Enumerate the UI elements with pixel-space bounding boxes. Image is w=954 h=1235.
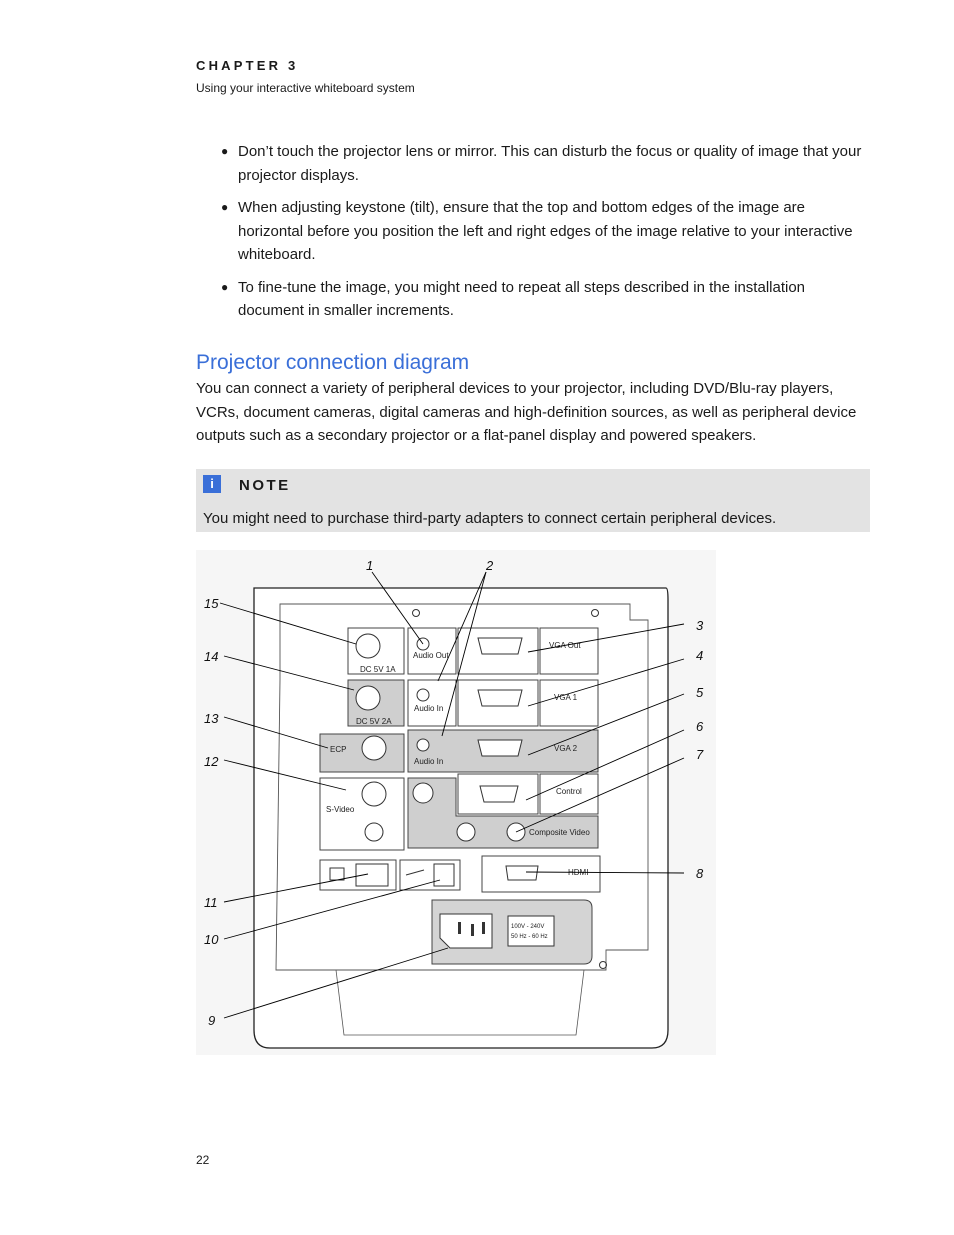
callout-6: 6 — [696, 719, 704, 734]
projector-connection-diagram — [196, 550, 716, 1055]
callout-13: 13 — [204, 711, 219, 726]
bullet-item — [218, 140, 868, 187]
mini-din-icon — [356, 634, 380, 658]
mini-din-icon — [362, 782, 386, 806]
d-sub-connector-icon — [478, 740, 522, 756]
d-sub-connector-icon — [480, 786, 518, 802]
callout-11: 11 — [204, 895, 218, 910]
audio-jack-icon — [417, 689, 429, 701]
note-title: NOTE — [239, 477, 291, 494]
audio-in-port-1 — [408, 680, 456, 726]
power-voltage-label: 100V - 240V — [511, 924, 545, 930]
s-video-label: S-Video — [326, 805, 355, 814]
callout-9: 9 — [208, 1013, 216, 1028]
callout-14: 14 — [204, 649, 219, 664]
info-icon: i — [203, 475, 221, 493]
d-sub-connector-icon — [478, 690, 522, 706]
bullet-item — [218, 196, 868, 267]
audio-in-label-2: Audio In — [414, 757, 444, 766]
s-video-port — [320, 778, 404, 850]
hdmi-label: HDMI — [568, 868, 589, 877]
page-number: 22 — [196, 1153, 210, 1167]
rca-jack-icon — [457, 823, 475, 841]
ecp-label: ECP — [330, 745, 347, 754]
section-heading: Projector connection diagram — [196, 351, 470, 374]
power-rating-box — [508, 916, 554, 946]
callout-15: 15 — [204, 596, 219, 611]
callout-2: 2 — [486, 558, 494, 573]
bullet-icon: ● — [221, 144, 229, 158]
d-sub-connector-icon — [478, 638, 522, 654]
callout-10: 10 — [204, 932, 219, 947]
hdmi-connector-icon — [506, 866, 538, 880]
power-pin-icon — [458, 922, 461, 934]
bullet-text: When adjusting keystone (tilt), ensure that the top and bottom edges of the image are horizontal before you position the left and right edges of the image relative to your interactive whiteboard. — [238, 199, 853, 263]
bullet-item — [218, 276, 868, 323]
vga-1-label: VGA 1 — [554, 693, 578, 702]
dc-5v-1a-label: DC 5V 1A — [360, 665, 396, 674]
vga-2-label: VGA 2 — [554, 744, 578, 753]
callout-12: 12 — [204, 754, 219, 769]
rca-jack-icon — [413, 783, 433, 803]
audio-in-label-1: Audio In — [414, 704, 444, 713]
bullet-text: Don’t touch the projector lens or mirror. This can disturb the focus or quality of image that your projector displays. — [238, 143, 862, 184]
control-label: Control — [556, 787, 582, 796]
vga-out-label-box — [540, 628, 598, 674]
bullet-icon: ● — [221, 279, 229, 294]
note-text: You might need to purchase third-party adapters to connect certain peripheral devices. — [203, 510, 777, 527]
callout-1: 1 — [366, 558, 374, 573]
power-pin-icon — [482, 922, 485, 934]
callout-8: 8 — [696, 866, 704, 881]
audio-jack-icon — [417, 739, 429, 751]
usb-b-connector-icon — [434, 864, 454, 886]
callout-5: 5 — [696, 685, 704, 700]
note-box — [196, 469, 870, 532]
callout-3: 3 — [696, 618, 704, 633]
chapter-label: CHAPTER 3 — [196, 58, 299, 73]
composite-video-label: Composite Video — [529, 828, 590, 837]
mini-din-icon — [362, 736, 386, 760]
mini-din-icon — [356, 686, 380, 710]
section-intro: You can connect a variety of peripheral devices to your projector, including DVD/Blu-ray players, VCRs, document cameras, digital cameras and high-definition sources, as well as peripheral device outputs such as a secondary projector or a flat-panel display and powered speakers. — [196, 380, 857, 444]
chapter-subtitle: Using your interactive whiteboard system — [196, 81, 415, 95]
audio-out-label: Audio Out — [413, 651, 449, 660]
callout-4: 4 — [696, 648, 704, 663]
bullet-icon: ● — [221, 200, 229, 214]
callout-7: 7 — [696, 747, 704, 762]
vga-1-label-box — [540, 680, 598, 726]
vga-out-label: VGA Out — [549, 641, 581, 650]
power-pin-icon — [471, 924, 474, 936]
bullet-list — [218, 140, 868, 332]
rca-jack-icon — [365, 823, 383, 841]
bullet-text: To fine-tune the image, you might need to repeat all steps described in the installation document in smaller increments. — [238, 278, 806, 319]
dc-5v-2a-label: DC 5V 2A — [356, 717, 392, 726]
power-frequency-label: 50 Hz - 60 Hz — [511, 934, 548, 940]
